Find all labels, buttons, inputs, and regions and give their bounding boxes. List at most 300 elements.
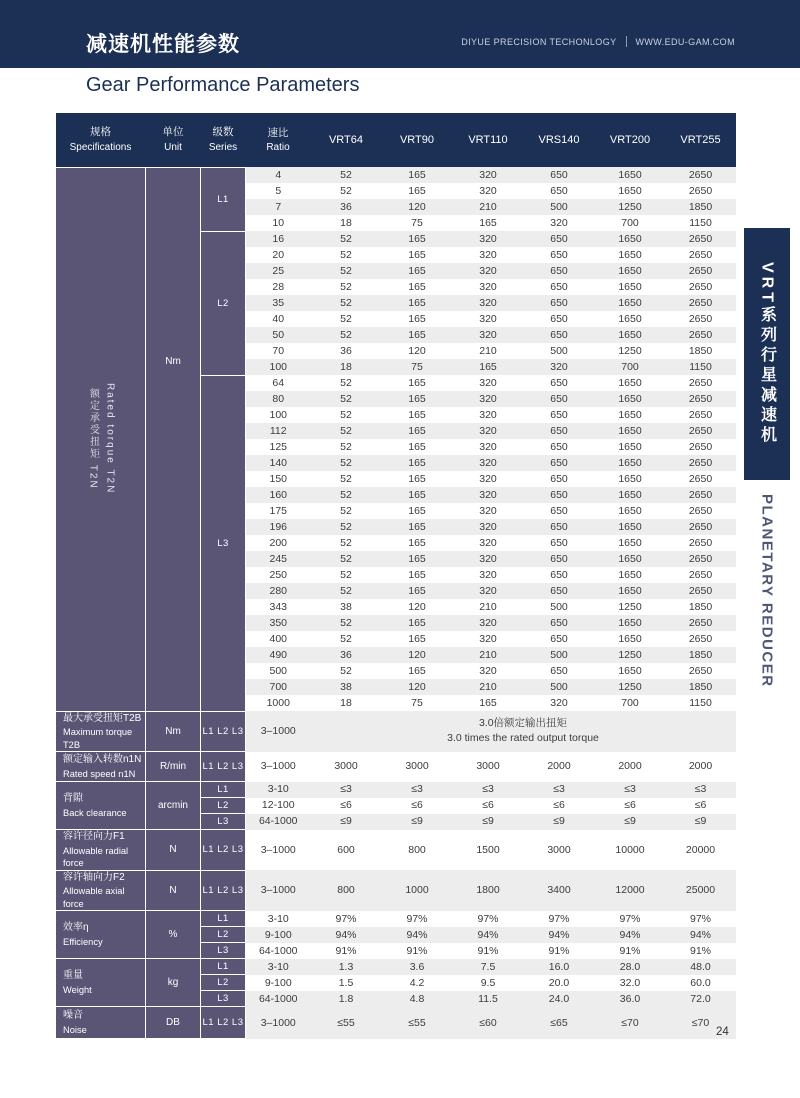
ratio-cell: 3-10 [267,912,289,925]
torque-row [56,167,736,183]
value-cell: 165 [382,487,453,503]
value-cell: 650 [524,327,595,343]
value-cell: 1650 [618,280,642,293]
value-cell: 1250 [618,600,642,613]
value-cell: 320 [453,391,524,407]
value-cell: 1650 [618,504,642,517]
spec-cell [56,870,146,911]
value-cell: 2650 [666,423,736,439]
unit-cell: DB [146,1007,201,1039]
value-cell: 18 [340,216,352,229]
value-cell: 320 [453,231,524,247]
ratio-cell: 150 [269,472,288,485]
ratio-cell: 3-10 [246,959,311,975]
value-cell: 320 [479,280,497,293]
column-header-en: Ratio [266,142,290,154]
value-cell: 650 [524,391,595,407]
spec-zh: 最大承受扭矩T2B [63,712,142,724]
value-cell: 650 [550,408,568,421]
value-cell: 32.0 [619,976,641,989]
value-cell: 97% [335,912,357,925]
page-title-zh: 减速机性能参数 [86,33,240,56]
ratio-cell: 3–1000 [260,760,296,773]
column-header [201,113,246,167]
value-cell: 1.5 [338,976,354,989]
span-value-cell [311,711,736,752]
value-cell: 2650 [688,280,713,293]
ratio-cell: 3–1000 [246,1007,311,1039]
column-header-en: Series [208,142,238,154]
value-cell: 165 [479,216,497,229]
value-cell: ≤70 [666,1007,736,1039]
spec-zh: 背隙 [63,793,83,805]
value-cell: 91% [335,944,357,957]
value-cell: 4.8 [382,991,453,1007]
value-cell: 97% [406,912,428,925]
value-cell: 1250 [595,679,666,695]
value-cell: 3000 [476,760,500,773]
value-cell: 52 [340,472,352,485]
value-cell: 3400 [524,870,595,911]
value-cell: 165 [408,440,426,453]
ratio-cell: 200 [269,536,288,549]
value-cell: 52 [311,615,382,631]
value-cell: 650 [524,423,595,439]
value-cell: 2650 [688,632,713,645]
column-header-model: VRS140 [524,113,595,167]
value-cell: 165 [382,295,453,311]
value-cell: 320 [453,551,524,567]
series-cell: L2 [201,975,246,991]
value-cell: ≤9 [666,814,736,830]
spec-en: Back clearance [63,807,127,818]
value-cell: 1250 [595,199,666,215]
value-cell: 9.5 [480,976,496,989]
value-cell: 2650 [666,487,736,503]
value-cell: 500 [550,344,568,357]
ratio-cell: 16 [246,231,311,247]
value-cell: 210 [453,679,524,695]
value-cell: 500 [524,199,595,215]
value-cell: 16.0 [524,959,595,975]
value-cell: 1650 [618,472,642,485]
ratio-cell: 28 [272,280,285,293]
value-cell: 320 [550,696,568,709]
value-cell: 28.0 [595,959,666,975]
series-tab-label: VRT系列行星减速机 [758,262,776,446]
value-cell: 320 [479,312,497,325]
value-cell: 52 [311,455,382,471]
value-cell: 650 [550,312,568,325]
value-cell: 500 [524,679,595,695]
spec-cell-rated-torque [56,167,146,711]
unit-text: Nm [165,355,181,367]
value-cell: 75 [382,359,453,375]
value-cell: ≤55 [311,1007,382,1039]
column-header [146,113,201,167]
param-subrow [56,782,736,798]
spec-en: Rated speed n1N [63,768,136,779]
value-cell: 2650 [666,519,736,535]
value-cell: 2650 [688,312,713,325]
value-cell: 165 [382,455,453,471]
value-cell: 60.0 [690,976,711,989]
value-cell: 1250 [618,344,642,357]
value-cell: 52 [311,551,382,567]
series-cell: L3 [201,375,246,711]
spec-cell [56,782,146,830]
value-cell: 1650 [595,519,666,535]
value-cell: 2000 [618,760,642,773]
unit-cell: arcmin [146,782,201,830]
ratio-cell: 250 [269,568,288,581]
page-header-bar [0,0,800,68]
value-cell: 165 [408,408,426,421]
ratio-cell: 343 [269,600,288,613]
value-cell: ≤3 [524,782,595,798]
value-cell: 650 [550,376,568,389]
value-cell: 1650 [595,231,666,247]
ratio-cell: 3-10 [246,782,311,798]
ratio-cell: 5 [275,184,282,197]
value-cell: 1650 [618,632,642,645]
column-header-zh: 级数 [212,126,234,139]
value-cell: 7.5 [453,959,524,975]
value-cell: 120 [408,344,426,357]
value-cell: 1150 [689,216,712,229]
ratio-cell: 350 [246,615,311,631]
value-cell: 36 [311,199,382,215]
ratio-cell: 40 [272,312,285,325]
series-cell: L2 [201,927,246,943]
value-cell: 1650 [595,295,666,311]
value-cell: 165 [408,312,426,325]
ratio-cell: 3–1000 [246,711,311,752]
value-cell: ≤55 [382,1007,453,1039]
value-cell: 94% [382,927,453,943]
value-cell: 1250 [595,647,666,663]
value-cell: 1850 [666,647,736,663]
value-cell: 700 [595,359,666,375]
value-cell: 165 [408,472,426,485]
value-cell: 320 [453,263,524,279]
value-cell: 320 [479,248,497,261]
value-cell: 1650 [595,263,666,279]
value-cell: 120 [408,600,426,613]
value-cell: 650 [550,280,568,293]
series-cell: L1 L2 L3 [201,870,246,911]
spec-cell [56,830,146,871]
value-cell: 210 [479,344,497,357]
value-cell: 1650 [595,455,666,471]
value-cell: 11.5 [453,991,524,1007]
spec-en: Noise [63,1024,87,1035]
ratio-cell: 4 [246,167,311,183]
unit-cell: R/min [146,752,201,782]
value-cell: 320 [453,423,524,439]
header-divider [626,36,627,47]
span-zh: 3.0倍额定输出扭矩 [478,716,568,729]
value-cell: 320 [479,632,497,645]
series-cell: L2 [201,798,246,814]
value-cell: 2650 [666,231,736,247]
column-header-model: VRT90 [382,113,453,167]
value-cell: 1800 [453,870,524,911]
value-cell: 320 [479,472,497,485]
value-cell: 500 [550,600,568,613]
value-cell: ≤6 [553,799,565,812]
value-cell: 210 [453,199,524,215]
value-cell: 1650 [618,568,642,581]
column-header-zh: 速比 [267,126,289,139]
value-cell: 1500 [476,843,500,856]
ratio-cell: 175 [269,504,288,517]
value-cell: 2650 [688,184,713,197]
ratio-cell: 64 [272,376,285,389]
value-cell: 52 [340,312,352,325]
unit-cell: N [146,870,201,911]
ratio-cell: 196 [246,519,311,535]
value-cell: 320 [479,440,497,453]
ratio-cell: 140 [246,455,311,471]
param-row [56,870,736,911]
value-cell: 1650 [618,184,642,197]
spec-cell [56,711,146,752]
ratio-cell: 125 [269,440,288,453]
value-cell: 320 [453,519,524,535]
value-cell: 52 [340,664,352,677]
unit-cell: N [146,830,201,871]
value-cell: 52 [311,583,382,599]
value-cell: 72.0 [666,991,736,1007]
value-cell: 91% [406,944,428,957]
ratio-cell: 100 [246,359,311,375]
param-subrow [56,959,736,975]
category-label-text: PLANETARY REDUCER [758,494,776,688]
value-cell: 3000 [405,760,429,773]
value-cell: 1850 [666,679,736,695]
value-cell: 1850 [666,199,736,215]
unit-cell: Nm [146,711,201,752]
value-cell: 320 [453,327,524,343]
value-cell: 2650 [666,327,736,343]
value-cell: 165 [382,167,453,183]
value-cell: 165 [408,632,426,645]
series-cell: L1 L2 L3 [201,1007,246,1039]
table-header-row [56,113,736,167]
value-cell: ≤6 [694,799,707,812]
value-cell: 1650 [595,167,666,183]
value-cell: 2650 [688,504,713,517]
spec-cell [56,1007,146,1039]
value-cell: 3.6 [382,959,453,975]
value-cell: 320 [479,408,497,421]
series-cell: L1 [201,167,246,231]
series-cell: L1 [201,959,246,975]
value-cell: 52 [311,167,382,183]
value-cell: 320 [524,359,595,375]
series-cell: L1 L2 L3 [201,711,246,752]
value-cell: 18 [340,696,352,709]
value-cell: 94% [595,927,666,943]
value-cell: 650 [524,263,595,279]
spec-cell [56,959,146,1007]
value-cell: 91% [689,944,711,957]
website-link: WWW.EDU-GAM.COM [635,36,735,47]
value-cell: 700 [621,216,639,229]
value-cell: 52 [340,504,352,517]
value-cell: 165 [408,376,426,389]
value-cell: 2650 [666,551,736,567]
value-cell: 94% [524,927,595,943]
value-cell: 320 [453,295,524,311]
value-cell: 48.0 [666,959,736,975]
value-cell: 36 [311,647,382,663]
category-vertical-label [744,494,790,716]
column-header-model: VRT255 [666,113,736,167]
value-cell: 2000 [547,760,571,773]
value-cell: 12000 [595,870,666,911]
value-cell: 2650 [688,568,713,581]
value-cell: 2650 [666,583,736,599]
value-cell: 91% [548,944,570,957]
value-cell: ≤60 [453,1007,524,1039]
column-header-model: VRT110 [453,113,524,167]
table-wrap [55,113,735,1039]
value-cell: 600 [337,843,355,856]
series-vertical-tab[interactable] [744,228,790,480]
value-cell: 52 [311,519,382,535]
unit-cell: % [146,911,201,959]
param-row [56,1007,736,1039]
series-cell: L1 [201,911,246,927]
value-cell: 165 [382,391,453,407]
value-cell: 650 [524,615,595,631]
value-cell: 10000 [615,843,645,856]
spec-en: Allowable radial force [63,845,129,869]
value-cell: 800 [408,843,426,856]
value-cell: 320 [479,536,497,549]
value-cell: 52 [311,295,382,311]
value-cell: 36.0 [595,991,666,1007]
unit-cell: kg [146,959,201,1007]
value-cell: 1.8 [311,991,382,1007]
value-cell: 1650 [618,536,642,549]
column-header-zh: 单位 [162,126,184,139]
value-cell: 52 [311,263,382,279]
value-cell: 165 [382,551,453,567]
value-cell: 165 [408,280,426,293]
value-cell: 1650 [618,248,642,261]
value-cell: 165 [382,231,453,247]
value-cell: 94% [453,927,524,943]
value-cell: 320 [453,615,524,631]
ratio-cell: 50 [246,327,311,343]
spec-en: Maximum torque T2B [63,727,133,750]
value-cell: 165 [408,504,426,517]
value-cell: 650 [550,184,568,197]
value-cell: 2650 [688,408,713,421]
value-cell: 1650 [618,408,642,421]
ratio-cell: 9-100 [246,927,311,943]
value-cell: 650 [550,536,568,549]
value-cell: 36 [340,344,352,357]
series-cell: L1 L2 L3 [201,830,246,871]
value-cell: 75 [411,216,423,229]
value-cell: 52 [340,184,352,197]
value-cell: ≤6 [411,799,423,812]
span-en: 3.0 times the rated output torque [447,732,599,745]
spec-en: Efficiency [63,936,103,947]
value-cell: ≤9 [524,814,595,830]
value-cell: 2650 [688,248,713,261]
value-cell: 800 [311,870,382,911]
value-cell: 52 [311,391,382,407]
value-cell: 20.0 [548,976,570,989]
ratio-cell: 500 [269,664,288,677]
value-cell: 650 [550,632,568,645]
value-cell: 52 [311,231,382,247]
value-cell: 210 [453,647,524,663]
spec-en: Allowable axial force [63,886,125,909]
value-cell: 2650 [666,391,736,407]
value-cell: ≤9 [382,814,453,830]
value-cell: 2650 [666,615,736,631]
spec-vertical-en: Rated torque T2N [104,383,116,495]
value-cell: 52 [311,487,382,503]
value-cell: 165 [382,519,453,535]
value-cell: 97% [477,912,499,925]
ratio-cell: 280 [246,583,311,599]
value-cell: 2650 [688,536,713,549]
value-cell: 650 [550,248,568,261]
spec-zh: 容许轴向力F2 [63,871,125,883]
value-cell: 52 [340,280,352,293]
value-cell: 650 [524,519,595,535]
ratio-cell: 490 [246,647,311,663]
value-cell: 24.0 [524,991,595,1007]
value-cell: 4.2 [409,976,425,989]
value-cell: 120 [382,679,453,695]
value-cell: 165 [382,615,453,631]
value-cell: 650 [550,504,568,517]
ratio-cell: 9-100 [264,976,292,989]
parameters-table [55,113,736,1039]
value-cell: 97% [619,912,641,925]
series-cell: L3 [201,991,246,1007]
value-cell: 650 [524,455,595,471]
spec-vertical-zh: 额定承受扭矩 T2N [87,388,99,490]
param-row [56,752,736,782]
value-cell: 2000 [688,760,713,773]
ratio-cell: 80 [246,391,311,407]
value-cell: 1650 [595,327,666,343]
value-cell: 3000 [547,843,571,856]
value-cell: 165 [382,327,453,343]
value-cell: 1650 [595,391,666,407]
series-cell: L3 [201,943,246,959]
value-cell: 320 [479,184,497,197]
value-cell: ≤9 [453,814,524,830]
column-header [246,113,311,167]
ratio-cell: 64-1000 [246,991,311,1007]
value-cell: 52 [311,423,382,439]
ratio-cell: 400 [269,632,288,645]
value-cell: ≤3 [453,782,524,798]
ratio-cell: 12-100 [261,799,295,812]
value-cell: 1650 [595,551,666,567]
unit-cell-torque [146,167,201,711]
